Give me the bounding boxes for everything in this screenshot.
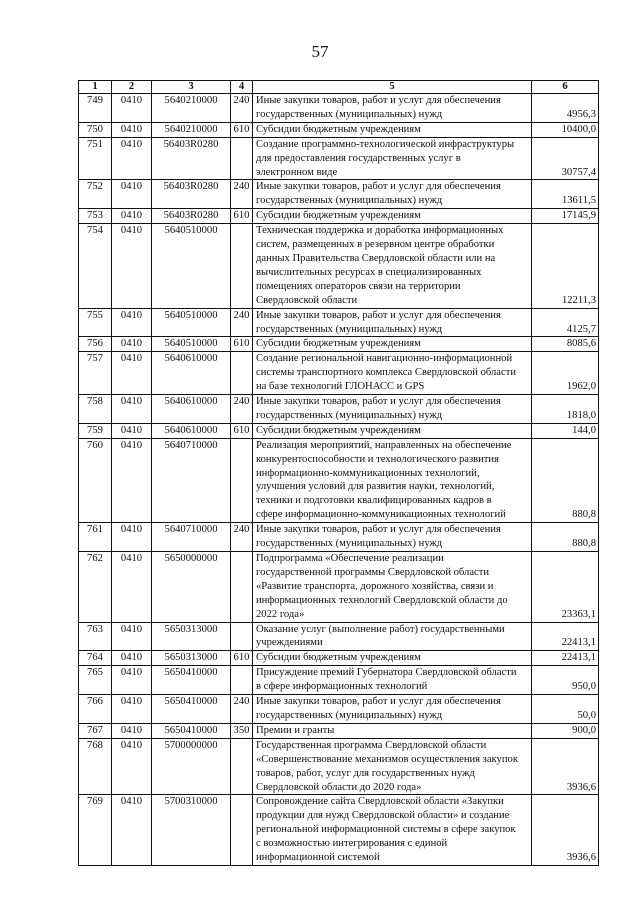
- description-line: государственных (муниципальных) нужд: [256, 195, 443, 207]
- description-line: Техническая поддержка и доработка информационных: [256, 225, 504, 237]
- description-line: систем, размещенных в резервном центре обработки: [256, 239, 495, 251]
- amount-cell: 1818,0: [532, 395, 599, 424]
- section-code-cell: 0410: [112, 795, 152, 866]
- target-code-cell: 5640710000: [152, 438, 231, 522]
- description-line: Создание программно-технологической инфраструктуры: [256, 138, 515, 150]
- target-code-cell: 5640610000: [152, 395, 231, 424]
- table-row: [79, 695, 599, 724]
- amount-cell: 22413,1: [532, 622, 599, 651]
- section-code-cell: 0410: [112, 224, 152, 308]
- target-code-cell: 5640510000: [152, 337, 231, 352]
- description-line: Субсидии бюджетным учреждениям: [256, 338, 421, 350]
- row-number-cell: 757: [79, 352, 112, 395]
- table-row: [79, 523, 599, 552]
- table-row: [79, 552, 599, 623]
- row-number-cell: 759: [79, 423, 112, 438]
- description-line: улучшения условий для развития науки, технологий,: [256, 481, 495, 493]
- row-number-cell: 763: [79, 622, 112, 651]
- target-code-cell: 5640210000: [152, 94, 231, 123]
- description-line: Премии и гранты: [256, 724, 335, 736]
- row-number-cell: 749: [79, 94, 112, 123]
- description-cell: [253, 423, 532, 438]
- description-cell: [253, 308, 532, 337]
- description-line: системы транспортного комплекса Свердловской области: [256, 367, 516, 379]
- description-line: государственных (муниципальных) нужд: [256, 409, 443, 421]
- expense-type-cell: [231, 552, 253, 623]
- section-code-cell: 0410: [112, 523, 152, 552]
- target-code-cell: 5650410000: [152, 723, 231, 738]
- description-line: Субсидии бюджетным учреждениям: [256, 424, 421, 436]
- target-code-cell: 5640610000: [152, 423, 231, 438]
- description-line: государственных (муниципальных) нужд: [256, 709, 443, 721]
- table-row: [79, 94, 599, 123]
- description-line: Иные закупки товаров, работ и услуг для обеспечения: [256, 309, 501, 321]
- expense-type-cell: 610: [231, 122, 253, 137]
- section-code-cell: 0410: [112, 209, 152, 224]
- description-line: электронном виде: [256, 166, 338, 178]
- description-line: вычислительных ресурсах в специализированных: [256, 266, 482, 278]
- row-number-cell: 761: [79, 523, 112, 552]
- expense-type-cell: 240: [231, 180, 253, 209]
- amount-cell: 12211,3: [532, 224, 599, 308]
- target-code-cell: 5650410000: [152, 666, 231, 695]
- budget-table: [78, 80, 599, 866]
- description-cell: [253, 795, 532, 866]
- description-line: государственных (муниципальных) нужд: [256, 323, 443, 335]
- description-cell: [253, 666, 532, 695]
- header-cell-1: 1: [79, 81, 112, 94]
- description-line: «Совершенствование механизмов осуществления закупок: [256, 753, 518, 765]
- section-code-cell: 0410: [112, 395, 152, 424]
- section-code-cell: 0410: [112, 651, 152, 666]
- description-line: информационных технологий Свердловской области до: [256, 594, 508, 606]
- description-line: Создание региональной навигационно-информационной: [256, 353, 513, 365]
- target-code-cell: 5650313000: [152, 651, 231, 666]
- target-code-cell: 5640610000: [152, 352, 231, 395]
- section-code-cell: 0410: [112, 94, 152, 123]
- description-line: Реализация мероприятий, направленных на обеспечение: [256, 439, 512, 451]
- amount-cell: 880,8: [532, 438, 599, 522]
- target-code-cell: 5640710000: [152, 523, 231, 552]
- expense-type-cell: [231, 137, 253, 180]
- target-code-cell: 5700310000: [152, 795, 231, 866]
- expense-type-cell: 610: [231, 209, 253, 224]
- description-cell: [253, 122, 532, 137]
- description-cell: [253, 137, 532, 180]
- target-code-cell: 5640510000: [152, 308, 231, 337]
- description-cell: [253, 695, 532, 724]
- section-code-cell: 0410: [112, 552, 152, 623]
- description-line: данных Правительства Свердловской области или на: [256, 252, 496, 264]
- table-row: [79, 308, 599, 337]
- target-code-cell: 56403R0280: [152, 137, 231, 180]
- description-line: Иные закупки товаров, работ и услуг для обеспечения: [256, 696, 501, 708]
- description-line: информационно-коммуникационных технологий,: [256, 467, 480, 479]
- target-code-cell: 5650313000: [152, 622, 231, 651]
- amount-cell: 22413,1: [532, 651, 599, 666]
- description-line: техники и подготовки квалифицированных кадров в: [256, 495, 492, 507]
- description-cell: [253, 180, 532, 209]
- description-cell: [253, 395, 532, 424]
- description-cell: [253, 352, 532, 395]
- description-line: для предоставления государственных услуг в: [256, 152, 461, 164]
- table-row: [79, 738, 599, 795]
- description-line: с возможностью интегрирования с единой: [256, 838, 448, 850]
- amount-cell: 13611,5: [532, 180, 599, 209]
- expense-type-cell: 350: [231, 723, 253, 738]
- table-row: [79, 395, 599, 424]
- expense-type-cell: 240: [231, 308, 253, 337]
- section-code-cell: 0410: [112, 352, 152, 395]
- section-code-cell: 0410: [112, 122, 152, 137]
- target-code-cell: 5650000000: [152, 552, 231, 623]
- description-line: Сопровождение сайта Свердловской области «Закупки: [256, 796, 504, 808]
- section-code-cell: 0410: [112, 423, 152, 438]
- description-cell: [253, 224, 532, 308]
- section-code-cell: 0410: [112, 438, 152, 522]
- header-cell-3: 3: [152, 81, 231, 94]
- description-line: помещениях операторов связи на территории: [256, 280, 461, 292]
- section-code-cell: 0410: [112, 337, 152, 352]
- expense-type-cell: 240: [231, 695, 253, 724]
- description-line: Субсидии бюджетным учреждениям: [256, 652, 421, 664]
- expense-type-cell: 240: [231, 395, 253, 424]
- row-number-cell: 754: [79, 224, 112, 308]
- amount-cell: 4956,3: [532, 94, 599, 123]
- table-row: [79, 438, 599, 522]
- description-cell: [253, 552, 532, 623]
- description-line: Субсидии бюджетным учреждениям: [256, 210, 421, 222]
- description-cell: [253, 209, 532, 224]
- page-number: 57: [311, 42, 329, 61]
- description-line: информационной системой: [256, 852, 380, 864]
- target-code-cell: 5700000000: [152, 738, 231, 795]
- row-number-cell: 766: [79, 695, 112, 724]
- row-number-cell: 767: [79, 723, 112, 738]
- description-line: Подпрограмма «Обеспечение реализации: [256, 553, 444, 564]
- amount-cell: 50,0: [532, 695, 599, 724]
- table-row: [79, 209, 599, 224]
- amount-cell: 144,0: [532, 423, 599, 438]
- description-line: Иные закупки товаров, работ и услуг для обеспечения: [256, 95, 501, 106]
- row-number-cell: 768: [79, 738, 112, 795]
- description-line: государственных (муниципальных) нужд: [256, 538, 443, 550]
- target-code-cell: 5650410000: [152, 695, 231, 724]
- amount-cell: 4125,7: [532, 308, 599, 337]
- section-code-cell: 0410: [112, 137, 152, 180]
- description-line: продукции для нужд Свердловской области» и создание: [256, 810, 510, 822]
- amount-cell: 3936,6: [532, 738, 599, 795]
- section-code-cell: 0410: [112, 622, 152, 651]
- section-code-cell: 0410: [112, 308, 152, 337]
- description-line: Государственная программа Свердловской области: [256, 739, 487, 751]
- header-cell-5: 5: [253, 81, 532, 94]
- description-line: сфере информационно-коммуникационных технологий: [256, 509, 506, 521]
- row-number-cell: 758: [79, 395, 112, 424]
- expense-type-cell: [231, 352, 253, 395]
- expense-type-cell: [231, 738, 253, 795]
- target-code-cell: 5640510000: [152, 224, 231, 308]
- description-cell: [253, 523, 532, 552]
- expense-type-cell: [231, 438, 253, 522]
- target-code-cell: 56403R0280: [152, 180, 231, 209]
- table-row: [79, 666, 599, 695]
- expense-type-cell: 610: [231, 337, 253, 352]
- description-cell: [253, 738, 532, 795]
- description-line: в сфере информационных технологий: [256, 681, 428, 693]
- description-cell: [253, 622, 532, 651]
- table-row: [79, 137, 599, 180]
- section-code-cell: 0410: [112, 738, 152, 795]
- row-number-cell: 762: [79, 552, 112, 623]
- table-row: [79, 723, 599, 738]
- table-row: [79, 122, 599, 137]
- amount-cell: 880,8: [532, 523, 599, 552]
- description-line: Свердловской области до 2020 года»: [256, 781, 422, 793]
- target-code-cell: 5640210000: [152, 122, 231, 137]
- amount-cell: 3936,6: [532, 795, 599, 866]
- expense-type-cell: 610: [231, 423, 253, 438]
- description-line: Оказание услуг (выполнение работ) государственными: [256, 623, 505, 635]
- expense-type-cell: [231, 224, 253, 308]
- table-row: [79, 795, 599, 866]
- table-row: [79, 622, 599, 651]
- amount-cell: 17145,9: [532, 209, 599, 224]
- description-line: товаров, работ, услуг для государственных нужд: [256, 767, 475, 779]
- table-row: [79, 224, 599, 308]
- row-number-cell: 769: [79, 795, 112, 866]
- amount-cell: 1962,0: [532, 352, 599, 395]
- expense-type-cell: 240: [231, 523, 253, 552]
- row-number-cell: 755: [79, 308, 112, 337]
- amount-cell: 950,0: [532, 666, 599, 695]
- table-row: [79, 337, 599, 352]
- description-line: Иные закупки товаров, работ и услуг для обеспечения: [256, 396, 501, 408]
- description-line: на базе технологий ГЛОНАСС и GPS: [256, 381, 425, 393]
- description-line: конкурентоспособности и технологического развития: [256, 453, 499, 465]
- section-code-cell: 0410: [112, 180, 152, 209]
- amount-cell: 10400,0: [532, 122, 599, 137]
- expense-type-cell: 240: [231, 94, 253, 123]
- table-row: [79, 352, 599, 395]
- section-code-cell: 0410: [112, 695, 152, 724]
- amount-cell: 8085,6: [532, 337, 599, 352]
- description-line: региональной информационной системы в сфере закупок: [256, 824, 516, 836]
- description-line: Иные закупки товаров, работ и услуг для обеспечения: [256, 181, 501, 193]
- amount-cell: 900,0: [532, 723, 599, 738]
- row-number-cell: 750: [79, 122, 112, 137]
- section-code-cell: 0410: [112, 723, 152, 738]
- header-row: [79, 81, 599, 94]
- row-number-cell: 764: [79, 651, 112, 666]
- description-line: Свердловской области: [256, 294, 358, 306]
- table-row: [79, 180, 599, 209]
- description-line: «Развитие транспорта, дорожного хозяйства, связи и: [256, 580, 494, 592]
- row-number-cell: 756: [79, 337, 112, 352]
- description-line: государственной программы Свердловской области: [256, 566, 490, 578]
- expense-type-cell: [231, 666, 253, 695]
- description-line: Субсидии бюджетным учреждениям: [256, 123, 421, 135]
- description-line: Иные закупки товаров, работ и услуг для обеспечения: [256, 524, 501, 536]
- description-line: учреждениями: [256, 637, 323, 649]
- section-code-cell: 0410: [112, 666, 152, 695]
- header-cell-4: 4: [231, 81, 253, 94]
- row-number-cell: 760: [79, 438, 112, 522]
- row-number-cell: 753: [79, 209, 112, 224]
- header-cell-2: 2: [112, 81, 152, 94]
- row-number-cell: 752: [79, 180, 112, 209]
- row-number-cell: 765: [79, 666, 112, 695]
- description-line: 2022 года»: [256, 608, 305, 620]
- description-cell: [253, 94, 532, 123]
- description-cell: [253, 723, 532, 738]
- expense-type-cell: [231, 795, 253, 866]
- description-cell: [253, 438, 532, 522]
- description-line: государственных (муниципальных) нужд: [256, 108, 443, 120]
- expense-type-cell: [231, 622, 253, 651]
- table-row: [79, 423, 599, 438]
- amount-cell: 23363,1: [532, 552, 599, 623]
- expense-type-cell: 610: [231, 651, 253, 666]
- header-cell-6: 6: [532, 81, 599, 94]
- description-cell: [253, 337, 532, 352]
- description-line: Присуждение премий Губернатора Свердловской области: [256, 667, 517, 679]
- description-cell: [253, 651, 532, 666]
- target-code-cell: 56403R0280: [152, 209, 231, 224]
- table-row: [79, 651, 599, 666]
- row-number-cell: 751: [79, 137, 112, 180]
- amount-cell: 30757,4: [532, 137, 599, 180]
